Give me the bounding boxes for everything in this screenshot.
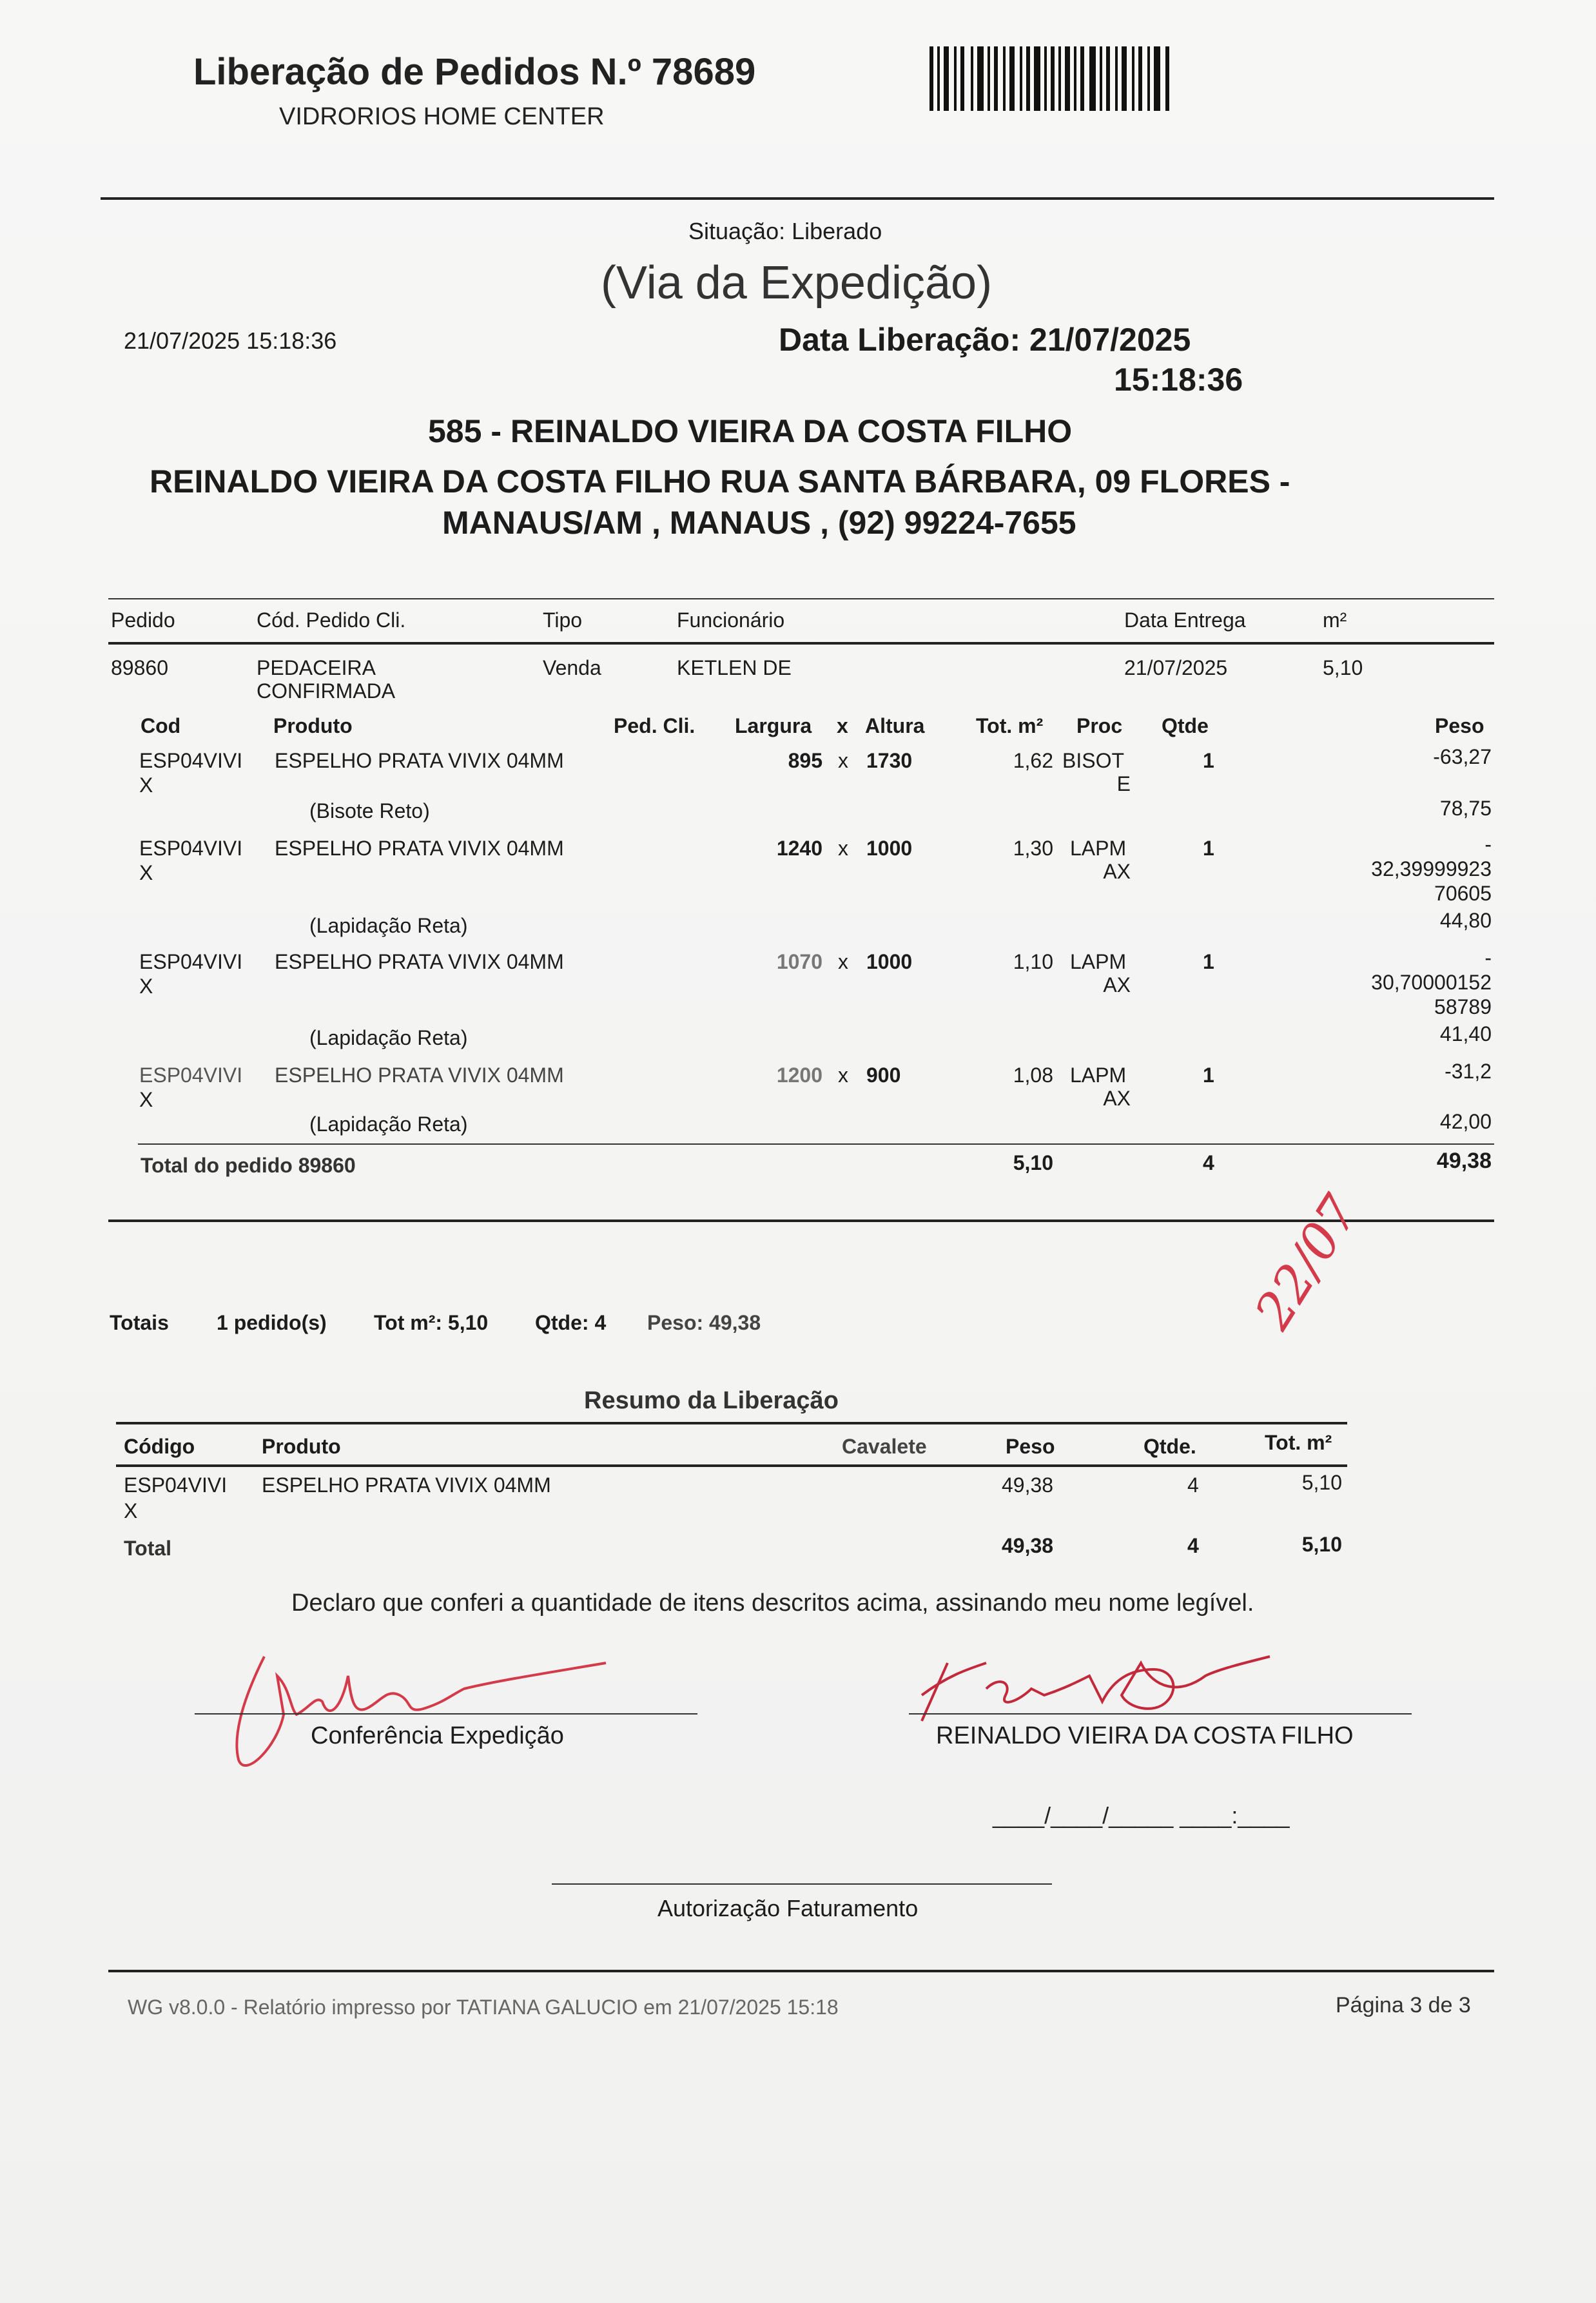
summary-row-qtde: 4: [1187, 1473, 1199, 1497]
summary-col-codigo: Código: [124, 1435, 195, 1458]
col-funcionario: Funcionário: [677, 608, 785, 632]
release-date: Data Liberação: 21/07/2025: [779, 322, 1191, 358]
item-peso: 32,39999923: [1371, 857, 1492, 880]
handwritten-date-note: 22/07: [1244, 1185, 1370, 1339]
item-peso: 70605: [1434, 882, 1492, 905]
item-process-desc: (Lapidação Reta): [309, 1026, 468, 1049]
item-peso: -63,27: [1433, 745, 1492, 768]
item-tot-m2: 1,62: [1013, 749, 1053, 772]
authorization-label: Autorização Faturamento: [657, 1895, 919, 1921]
item-produto: ESPELHO PRATA VIVIX 04MM: [275, 749, 564, 772]
order-total-qtde: 4: [1203, 1151, 1214, 1174]
item-x: x: [838, 950, 848, 973]
totals-tot-m2: Tot m²: 5,10: [374, 1311, 489, 1334]
order-tipo: Venda: [543, 656, 601, 679]
section-divider: [108, 1220, 1494, 1222]
summary-col-produto: Produto: [262, 1435, 341, 1458]
item-largura: 1240: [776, 837, 822, 860]
item-altura: 1730: [866, 749, 913, 772]
left-signature: [219, 1637, 632, 1779]
totals-pedidos: 1 pedido(s): [217, 1311, 327, 1334]
item-qtde: 1: [1203, 837, 1214, 860]
left-signature-label: Conferência Expedição: [311, 1722, 564, 1749]
release-time: 15:18:36: [1114, 362, 1243, 398]
order-table-header-rule: [108, 642, 1494, 645]
item-proc-suffix: AX: [1103, 860, 1131, 883]
item-cod-suffix: X: [139, 1088, 153, 1111]
item-peso-unit: 78,75: [1439, 797, 1492, 820]
item-largura: 1070: [776, 950, 822, 973]
item-peso: 58789: [1434, 995, 1492, 1018]
summary-total-peso: 49,38: [1002, 1534, 1054, 1557]
order-total-rule: [138, 1143, 1494, 1145]
item-peso: 30,70000152: [1371, 971, 1492, 994]
order-table-top-rule: [108, 598, 1494, 599]
company-name: VIDRORIOS HOME CENTER: [279, 103, 605, 130]
summary-total-label: Total: [124, 1537, 172, 1560]
item-process-desc: (Lapidação Reta): [309, 1113, 468, 1136]
col-data-entrega: Data Entrega: [1124, 608, 1246, 632]
item-proc: LAPM: [1070, 1064, 1127, 1087]
item-x: x: [838, 1064, 848, 1087]
item-qtde: 1: [1203, 749, 1214, 772]
order-pedido: 89860: [111, 656, 168, 679]
items-col-x: x: [837, 714, 848, 737]
via-label: (Via da Expedição): [601, 257, 993, 309]
items-col-tot-m2: Tot. m²: [976, 714, 1044, 737]
item-process-desc: (Bisote Reto): [309, 799, 430, 822]
summary-row-peso: 49,38: [1002, 1473, 1054, 1497]
summary-header-rule: [116, 1464, 1347, 1467]
items-col-ped-cli: Ped. Cli.: [614, 714, 696, 737]
right-signature: [909, 1650, 1270, 1727]
col-m2: m²: [1323, 608, 1347, 632]
item-peso-unit: 44,80: [1439, 909, 1492, 932]
item-altura: 1000: [866, 950, 913, 973]
summary-row-tot-m2: 5,10: [1301, 1471, 1342, 1494]
items-col-peso: Peso: [1435, 714, 1484, 737]
col-tipo: Tipo: [543, 608, 583, 632]
right-signature-line: [909, 1713, 1412, 1715]
header-divider: [101, 197, 1494, 200]
item-proc-suffix: AX: [1103, 1087, 1131, 1110]
item-proc: BISOT: [1062, 749, 1125, 772]
footer-print-info: WG v8.0.0 - Relatório impresso por TATIANA GALUCIO em 21/07/2025 15:18: [128, 1996, 839, 2019]
item-cod-suffix: X: [139, 861, 153, 884]
col-cod-pedido-cli: Cód. Pedido Cli.: [257, 608, 406, 632]
authorization-line: [552, 1883, 1052, 1885]
items-col-largura: Largura: [735, 714, 812, 737]
declaration-text: Declaro que conferi a quantidade de itens descritos acima, assinando meu nome legível.: [291, 1589, 1254, 1617]
item-qtde: 1: [1203, 950, 1214, 973]
order-data-entrega: 21/07/2025: [1124, 656, 1228, 679]
items-col-cod: Cod: [141, 714, 181, 737]
summary-row-cod-suffix: X: [124, 1499, 138, 1522]
item-produto: ESPELHO PRATA VIVIX 04MM: [275, 1064, 564, 1087]
order-funcionario: KETLEN DE: [677, 656, 792, 679]
item-cod: ESP04VIVI: [139, 950, 243, 973]
client-name: 585 - REINALDO VIEIRA DA COSTA FILHO: [428, 413, 1073, 449]
item-x: x: [838, 837, 848, 860]
document-title: Liberação de Pedidos N.º 78689: [193, 51, 756, 93]
order-total-peso: 49,38: [1436, 1149, 1492, 1173]
summary-total-qtde: 4: [1187, 1534, 1199, 1557]
order-cod-cli-1: PEDACEIRA: [257, 656, 376, 679]
totals-peso: Peso: 49,38: [647, 1311, 761, 1334]
item-proc: LAPM: [1070, 837, 1127, 860]
items-col-produto: Produto: [273, 714, 353, 737]
printed-datetime: 21/07/2025 15:18:36: [124, 327, 337, 354]
status-text: Situação: Liberado: [688, 218, 882, 244]
summary-top-rule: [116, 1422, 1347, 1424]
item-cod: ESP04VIVI: [139, 1064, 243, 1087]
item-cod: ESP04VIVI: [139, 837, 243, 860]
client-address-line1: REINALDO VIEIRA DA COSTA FILHO RUA SANTA BÁRBARA, 09 FLORES -: [150, 463, 1290, 500]
item-x: x: [838, 749, 848, 772]
date-time-blank: ____/____/_____ ____:____: [993, 1802, 1290, 1829]
summary-col-qtde: Qtde.: [1143, 1435, 1196, 1458]
item-proc: LAPM: [1070, 950, 1127, 973]
col-pedido: Pedido: [111, 608, 175, 632]
items-col-qtde: Qtde: [1162, 714, 1209, 737]
items-col-proc: Proc: [1076, 714, 1123, 737]
item-largura: 895: [788, 749, 822, 772]
item-tot-m2: 1,08: [1013, 1064, 1053, 1087]
item-altura: 1000: [866, 837, 913, 860]
summary-col-peso: Peso: [1006, 1435, 1055, 1458]
item-tot-m2: 1,10: [1013, 950, 1053, 973]
item-altura: 900: [866, 1064, 901, 1087]
item-qtde: 1: [1203, 1064, 1214, 1087]
item-peso: -31,2: [1445, 1060, 1492, 1083]
totals-qtde: Qtde: 4: [535, 1311, 607, 1334]
client-address-line2: MANAUS/AM , MANAUS , (92) 99224-7655: [442, 505, 1076, 541]
items-col-altura: Altura: [865, 714, 925, 737]
order-m2: 5,10: [1323, 656, 1363, 679]
summary-col-cavalete: Cavalete: [842, 1435, 927, 1458]
item-peso-unit: 42,00: [1439, 1110, 1492, 1133]
item-proc-suffix: AX: [1103, 973, 1131, 996]
order-total-label: Total do pedido 89860: [141, 1154, 356, 1177]
item-process-desc: (Lapidação Reta): [309, 914, 468, 937]
summary-total-tot-m2: 5,10: [1301, 1533, 1342, 1556]
summary-col-tot-m2: Tot. m²: [1265, 1431, 1332, 1454]
item-cod-suffix: X: [139, 773, 153, 797]
item-cod: ESP04VIVI: [139, 749, 243, 772]
order-cod-cli-2: CONFIRMADA: [257, 679, 396, 703]
item-proc-suffix: E: [1116, 772, 1131, 795]
summary-row-produto: ESPELHO PRATA VIVIX 04MM: [262, 1473, 551, 1497]
barcode: [929, 46, 1173, 111]
item-peso: -: [1484, 833, 1492, 856]
item-peso-unit: 41,40: [1439, 1022, 1492, 1045]
summary-title: Resumo da Liberação: [584, 1387, 839, 1414]
order-total-m2: 5,10: [1013, 1151, 1053, 1174]
footer-divider: [108, 1970, 1494, 1972]
item-largura: 1200: [776, 1064, 822, 1087]
item-peso: -: [1484, 946, 1492, 969]
summary-row-cod: ESP04VIVI: [124, 1473, 228, 1497]
item-produto: ESPELHO PRATA VIVIX 04MM: [275, 950, 564, 973]
item-produto: ESPELHO PRATA VIVIX 04MM: [275, 837, 564, 860]
right-signature-label: REINALDO VIEIRA DA COSTA FILHO: [936, 1722, 1354, 1749]
footer-page-number: Página 3 de 3: [1336, 1993, 1471, 2017]
left-signature-line: [195, 1713, 697, 1715]
totals-label: Totais: [110, 1311, 169, 1334]
item-cod-suffix: X: [139, 975, 153, 998]
item-tot-m2: 1,30: [1013, 837, 1053, 860]
